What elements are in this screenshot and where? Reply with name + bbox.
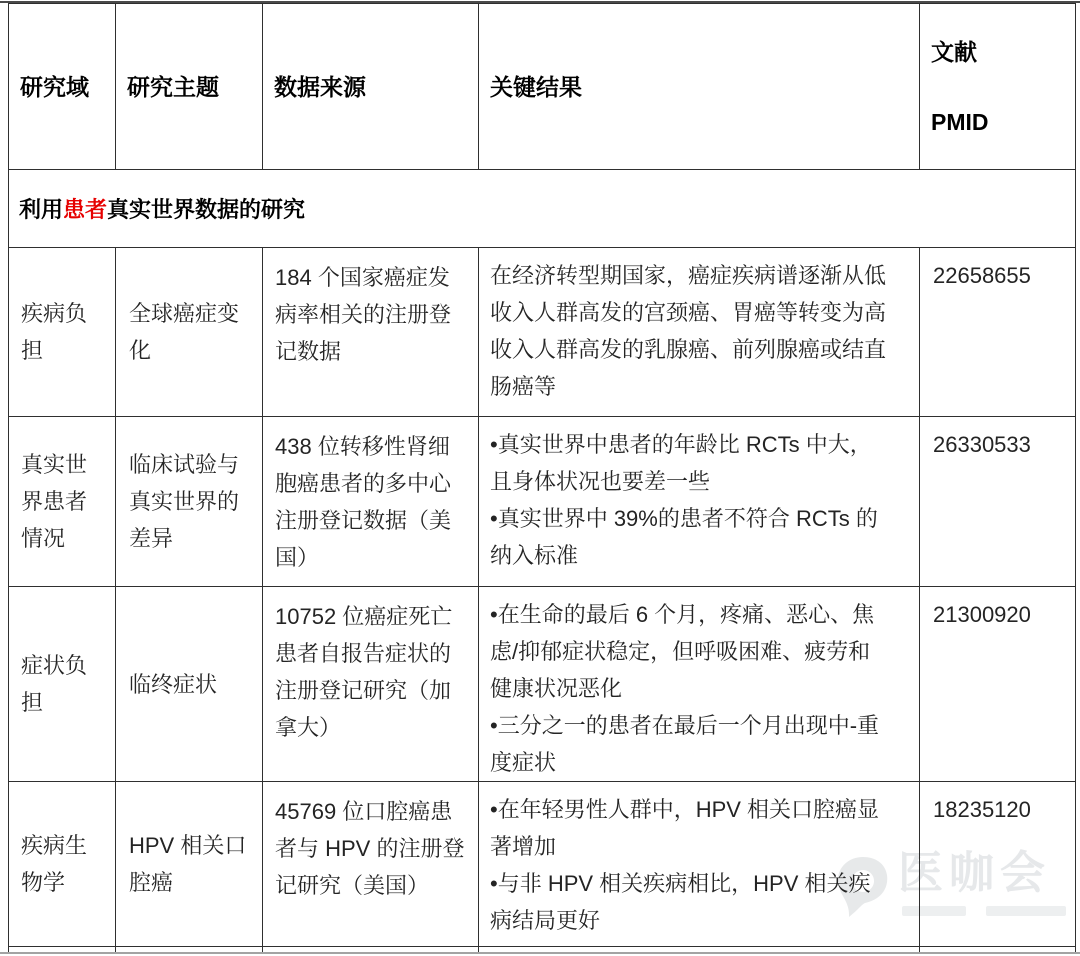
- cell-pmid: 18235120: [920, 782, 1076, 947]
- cell-domain: 疾病生物学: [9, 782, 116, 947]
- cell-domain: 真实世界患者情况: [9, 417, 116, 587]
- cell-source: 438 位转移性肾细胞癌患者的多中心注册登记数据（美国）: [263, 417, 479, 587]
- page-top-edge: [0, 1, 1080, 3]
- result-paragraph: •在年轻男性人群中，HPV 相关口腔癌显著增加: [490, 797, 880, 859]
- cell-pmid: 21300920: [920, 587, 1076, 782]
- cell-domain: 症状负担: [9, 587, 116, 782]
- header-research-topic: 研究主题: [116, 4, 263, 170]
- table-row: [9, 248, 1076, 417]
- table-row: [9, 587, 1076, 782]
- header-research-domain: 研究域: [9, 4, 116, 170]
- table-row: [9, 782, 1076, 947]
- result-paragraph: 在经济转型期国家，癌症疾病谱逐渐从低收入人群高发的宫颈癌、胃癌等转变为高收入人群高发的乳腺癌、前列腺癌或结直肠癌等: [490, 263, 887, 399]
- cell-pmid: 26330533: [920, 417, 1076, 587]
- cell-results: [479, 587, 920, 782]
- table-row: [9, 417, 1076, 587]
- page-bottom-edge: [0, 952, 1080, 954]
- header-key-results: 关键结果: [479, 4, 920, 170]
- cell-source: 45769 位口腔癌患者与 HPV 的注册登记研究（美国）: [263, 782, 479, 947]
- table-header-row: [9, 4, 1076, 170]
- section-header-row: [9, 170, 1076, 248]
- cell-topic: 临床试验与真实世界的差异: [116, 417, 263, 587]
- result-paragraph: •真实世界中 39%的患者不符合 RCTs 的纳入标准: [490, 506, 878, 568]
- result-paragraph: •与非 HPV 相关疾病相比，HPV 相关疾病结局更好: [490, 871, 871, 933]
- cell-topic: HPV 相关口腔癌: [116, 782, 263, 947]
- watermark-text: 医咖会: [898, 847, 1052, 898]
- cell-pmid: 22658655: [920, 248, 1076, 417]
- section-highlight: 患者: [63, 197, 108, 222]
- cell-domain: 疾病负担: [9, 248, 116, 417]
- header-pmid-line1: 文献: [931, 38, 977, 65]
- cell-results: [479, 417, 920, 587]
- header-pmid-line2: PMID: [931, 108, 989, 135]
- cell-source: 10752 位癌症死亡患者自报告症状的注册登记研究（加拿大）: [263, 587, 479, 782]
- research-table: [8, 3, 1076, 953]
- cell-topic: 全球癌症变化: [116, 248, 263, 417]
- result-paragraph: •真实世界中患者的年龄比 RCTs 中大，且身体状况也要差一些: [490, 432, 872, 494]
- cell-source: 184 个国家癌症发病率相关的注册登记数据: [263, 248, 479, 417]
- cell-topic: 临终症状: [116, 587, 263, 782]
- result-paragraph: •三分之一的患者在最后一个月出现中-重度症状: [490, 713, 880, 775]
- header-data-source: 数据来源: [263, 4, 479, 170]
- header-pmid: [920, 4, 1076, 170]
- cell-results: [479, 782, 920, 947]
- section-title: 利用患者真实世界数据的研究: [9, 170, 1076, 248]
- result-paragraph: •在生命的最后 6 个月，疼痛、恶心、焦虑/抑郁症状稳定，但呼吸困难、疲劳和健康状况恶化: [490, 602, 875, 701]
- cell-results: [479, 248, 920, 417]
